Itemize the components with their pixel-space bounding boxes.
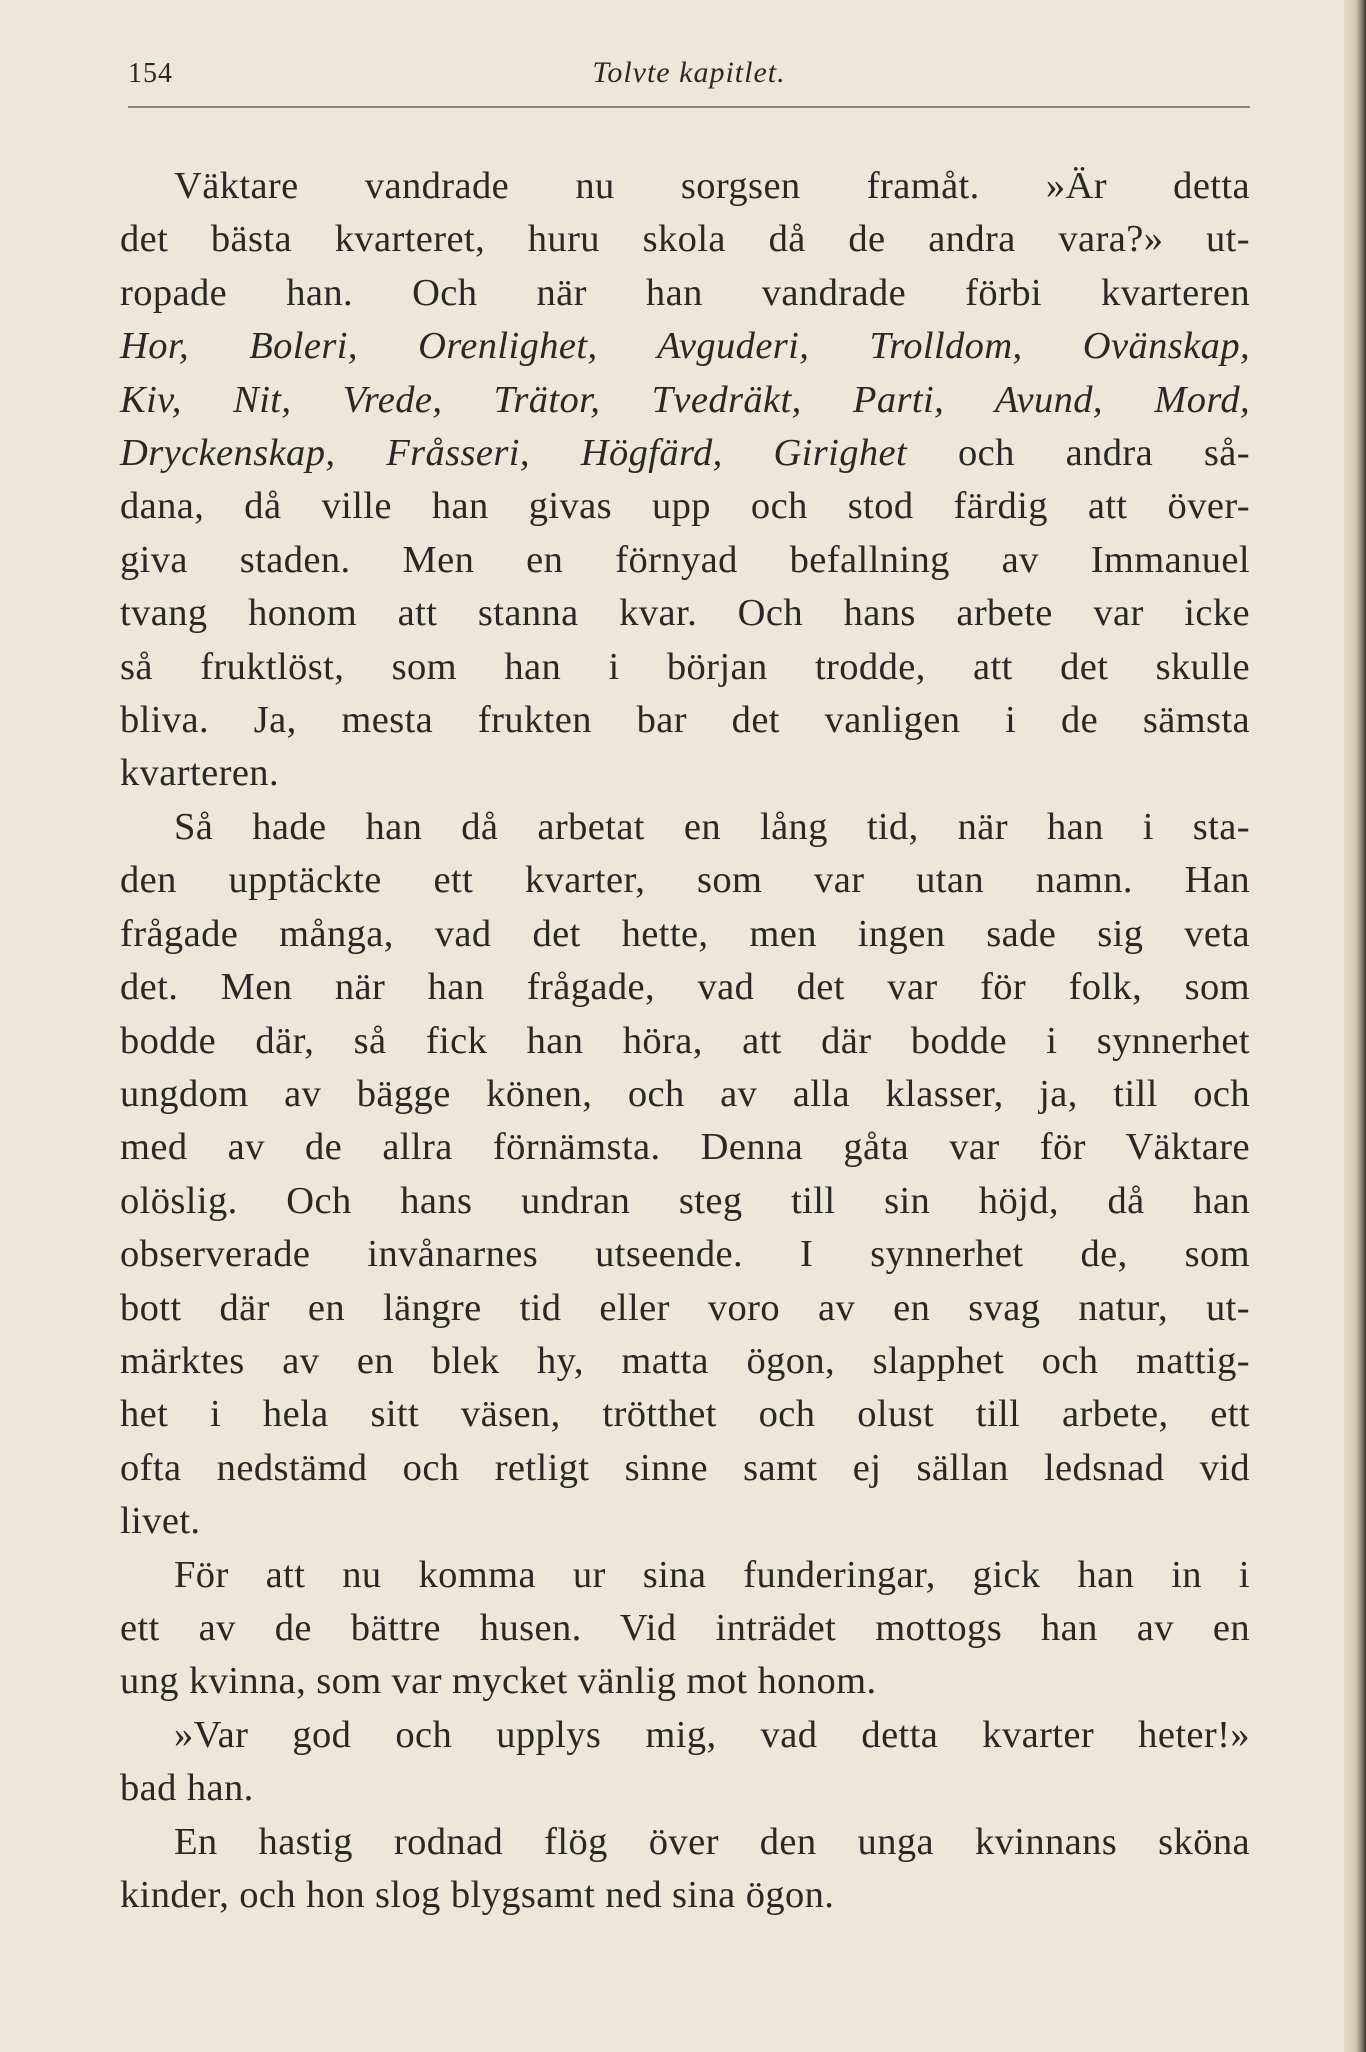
text-line: het i hela sitt väsen, trötthet och olust till arbete, ett: [120, 1393, 1250, 1436]
paragraph: [120, 1709, 1250, 1816]
text-line: [120, 427, 1250, 480]
paragraph: [120, 1549, 1250, 1709]
text-line: kvarteren.: [120, 752, 279, 795]
text-line: En hastig rodnad flög över den unga kvinnans sköna: [174, 1820, 1250, 1863]
italic-text: Dryckenskap, Fråsseri, Högfärd, Girighet: [120, 432, 908, 475]
text-line: För att nu komma ur sina funderingar, gick han in i: [174, 1553, 1250, 1596]
text-line: frågade många, vad det hette, men ingen sade sig veta: [120, 912, 1250, 955]
text-line: ung kvinna, som var mycket vänlig mot honom.: [120, 1660, 877, 1703]
running-title: Tolvte kapitlet.: [592, 56, 786, 89]
text-line: ungdom av bägge könen, och av alla klasser, ja, till och: [120, 1072, 1250, 1115]
text-line: ofta nedstämd och retligt sinne samt ej sällan ledsnad vid: [120, 1446, 1250, 1489]
text-line: bott där en längre tid eller voro av en svag natur, ut-: [120, 1286, 1250, 1329]
text-run: och andra så-: [907, 432, 1250, 475]
paragraph: [120, 1816, 1250, 1923]
text-line: ropade han. Och när han vandrade förbi kvarteren: [120, 271, 1250, 314]
text-line: dana, då ville han givas upp och stod färdig att över-: [120, 485, 1250, 528]
text-line: bad han.: [120, 1767, 254, 1810]
paragraph: [120, 160, 1250, 801]
text-line: ett av de bättre husen. Vid inträdet mottogs han av en: [120, 1606, 1250, 1649]
body-text: [120, 160, 1250, 1922]
text-line: Väktare vandrade nu sorgsen framåt. »Är detta: [174, 165, 1250, 207]
paragraph: [120, 801, 1250, 1549]
text-line: märktes av en blek hy, matta ögon, slapphet och mattig-: [120, 1339, 1250, 1382]
text-line: observerade invånarnes utseende. I synnerhet de, som: [120, 1233, 1250, 1276]
text-line: kinder, och hon slog blygsamt ned sina ögon.: [120, 1874, 835, 1916]
text-line: Hor, Boleri, Orenlighet, Avguderi, Trolldom, Ovänskap,: [120, 325, 1250, 368]
page-edge-shadow: [1344, 0, 1366, 2052]
text-line: det bästa kvarteret, huru skola då de andra vara?» ut-: [120, 218, 1250, 261]
text-line: Kiv, Nit, Vrede, Trätor, Tvedräkt, Parti, Avund, Mord,: [120, 378, 1250, 421]
text-line: så fruktlöst, som han i början trodde, att det skulle: [120, 645, 1250, 688]
text-line: giva staden. Men en förnyad befallning av Immanuel: [120, 538, 1250, 581]
text-line: »Var god och upplys mig, vad detta kvarter heter!»: [174, 1713, 1250, 1756]
text-line: tvang honom att stanna kvar. Och hans arbete var icke: [120, 592, 1250, 635]
text-line: det. Men när han frågade, vad det var för folk, som: [120, 966, 1250, 1009]
text-line: olöslig. Och hans undran steg till sin höjd, då han: [120, 1179, 1250, 1222]
text-line: livet.: [120, 1500, 201, 1543]
page-header: [128, 50, 1250, 108]
text-line: den upptäckte ett kvarter, som var utan namn. Han: [120, 859, 1250, 902]
page-number: 154: [128, 58, 173, 89]
text-line: bliva. Ja, mesta frukten bar det vanligen i de sämsta: [120, 699, 1250, 742]
text-line: bodde där, så fick han höra, att där bodde i synnerhet: [120, 1019, 1250, 1062]
text-line: Så hade han då arbetat en lång tid, när han i sta-: [174, 805, 1250, 848]
text-line: med av de allra förnämsta. Denna gåta var för Väktare: [120, 1126, 1250, 1169]
